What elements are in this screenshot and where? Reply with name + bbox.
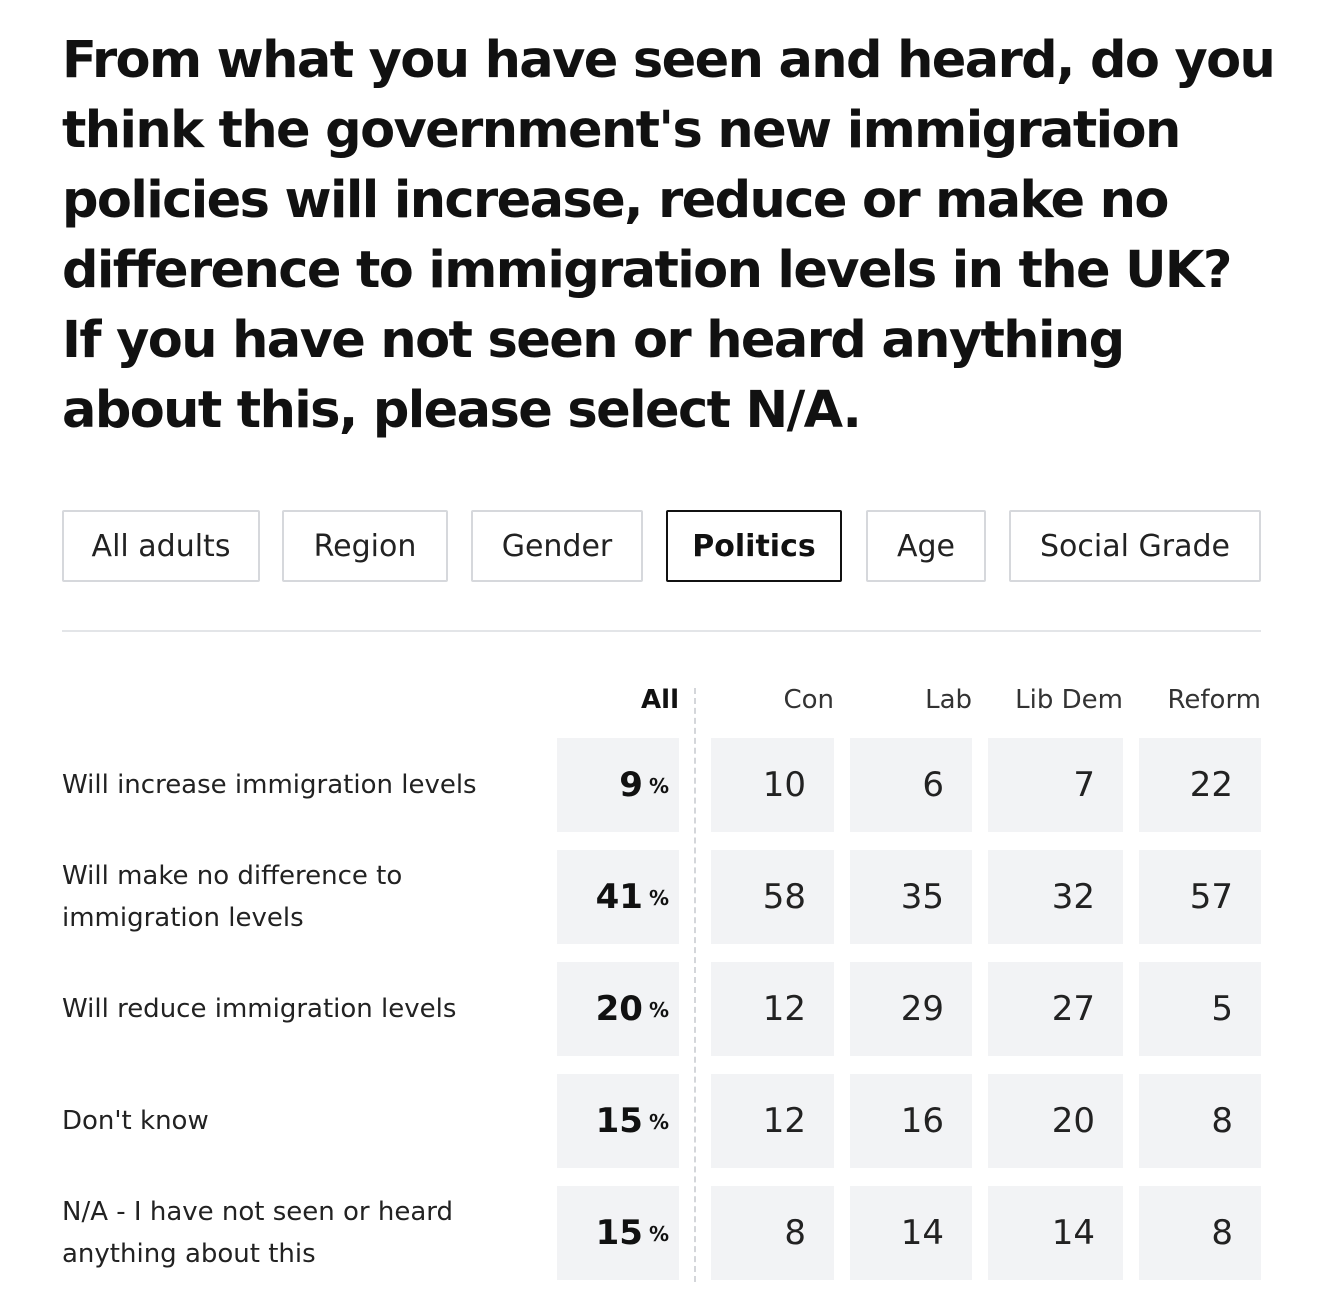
value-number: 12 [762,989,806,1029]
all-column-separator [694,688,696,1282]
value-cell-lab [850,738,972,832]
row-label: Will increase immigration levels [62,770,477,800]
value-number: 14 [900,1213,944,1253]
value-cell-all [557,738,679,832]
percent-sign: % [648,1222,669,1246]
question-title: From what you have seen and heard, do you think the government's new immigration policies will increase, reduce or make no difference to immigration levels in the UK? If you have not seen or heard anything about this, please select N/A. [62,31,1275,440]
value-cell-reform [1139,1186,1261,1280]
value-cell-lab [850,962,972,1056]
value-number: 58 [762,877,806,917]
tab-all-adults[interactable]: All adults [62,510,260,582]
tab-gender[interactable]: Gender [471,510,643,582]
value-cell-lab [850,1186,972,1280]
column-header-lab: Lab [925,685,972,715]
value-number: 8 [784,1213,806,1253]
value-cell-reform [1139,738,1261,832]
value-cell-all [557,850,679,944]
value-number: 10 [762,765,806,805]
value-cell-reform [1139,1074,1261,1168]
value-cell-lib-dem [988,1186,1123,1280]
percent-sign: % [648,998,669,1022]
value-number: 27 [1051,989,1095,1029]
row-label: Will make no difference to immigration levels [62,861,403,933]
value-cell-all [557,1074,679,1168]
percent-sign: % [648,774,669,798]
section-divider [62,630,1261,632]
column-header-lib-dem: Lib Dem [1015,685,1123,715]
value-cell-con [711,738,834,832]
column-header-con: Con [783,685,834,715]
percent-sign: % [648,886,669,910]
tab-social-grade[interactable]: Social Grade [1009,510,1261,582]
value-cell-con [711,962,834,1056]
value-number: 7 [1073,765,1095,805]
value-cell-reform [1139,850,1261,944]
column-header-all: All [641,685,679,715]
tab-region[interactable]: Region [282,510,448,582]
value-cell-con [711,1186,834,1280]
value-cell-lib-dem [988,1074,1123,1168]
value-cell-lib-dem [988,738,1123,832]
value-number: 29 [900,989,944,1029]
value-number: 35 [900,877,944,917]
value-cell-lib-dem [988,850,1123,944]
breakdown-tabs [62,510,1261,582]
value-cell-all [557,1186,679,1280]
tab-age[interactable]: Age [866,510,986,582]
value-cell-lab [850,850,972,944]
value-number: 15 [595,1213,643,1253]
percent-sign: % [648,1110,669,1134]
value-number: 8 [1211,1101,1233,1141]
column-header-reform: Reform [1167,685,1261,715]
row-label: Don't know [62,1106,209,1136]
value-cell-con [711,850,834,944]
row-label: N/A - I have not seen or heard anything about this [62,1197,454,1269]
value-number: 8 [1211,1213,1233,1253]
value-number: 20 [595,989,643,1029]
row-label: Will reduce immigration levels [62,994,457,1024]
value-number: 9 [619,765,643,805]
value-cell-lib-dem [988,962,1123,1056]
value-cell-reform [1139,962,1261,1056]
tab-politics[interactable]: Politics [666,510,842,582]
value-cell-con [711,1074,834,1168]
value-number: 20 [1051,1101,1095,1141]
value-number: 16 [900,1101,944,1141]
value-number: 5 [1211,989,1233,1029]
value-number: 22 [1189,765,1233,805]
value-number: 14 [1051,1213,1095,1253]
value-number: 41 [595,877,643,917]
value-cell-all [557,962,679,1056]
value-number: 15 [595,1101,643,1141]
value-number: 12 [762,1101,806,1141]
value-number: 57 [1189,877,1233,917]
value-number: 6 [922,765,944,805]
value-number: 32 [1051,877,1095,917]
value-cell-lab [850,1074,972,1168]
